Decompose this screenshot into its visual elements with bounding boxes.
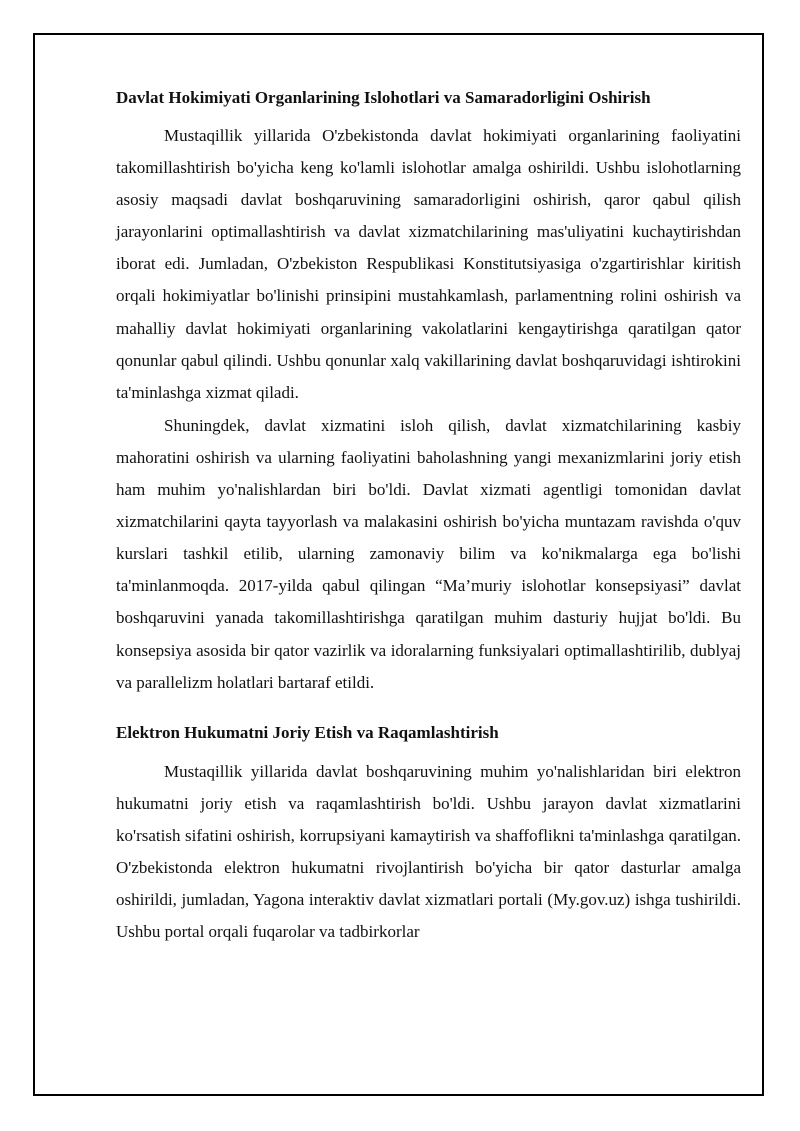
paragraph-e-government-1: Mustaqillik yillarida davlat boshqaruvining muhim yo'nalishlaridan biri elektron hukumatni joriy etish va raqamlashtirish bo'ldi. Ushbu jarayon davlat xizmatlarini ko'rsatish sifatini oshirish, korrupsiyani kamaytirish va shaffoflikni ta'minlashga qaratilgan. O'zbekistonda elektron hukumatni rivojlantirish bo'yicha bir qator dasturlar amalga oshirildi, jumladan, Yagona interaktiv davlat xizmatlari portali (My.gov.uz) ishga tushirildi. Ushbu portal orqali fuqarolar va tadbirkorlar (116, 761, 741, 942)
section-heading-e-government: Elektron Hukumatni Joriy Etish va Raqamlashtirish (116, 722, 499, 742)
paragraph-reforms-1: Mustaqillik yillarida O'zbekistonda davlat hokimiyati organlarining faoliyatini takomillashtirish bo'yicha keng ko'lamli islohotlar amalga oshirildi. Ushbu islohotlarning asosiy maqsadi davlat boshqaruvining samaradorligini oshirish, qaror qabul qilish jarayonlarini optimallashtirish va davlat xizmatchilarining mas'uliyatini kuchaytirishdan iborat edi. Jumladan, O'zbekiston Respublikasi Konstitutsiyasiga o'zgartirishlar kiritish orqali hokimiyatlar bo'linishi prinsipini mustahkamlash, parlamentning rolini oshirish va mahalliy davlat hokimiyati organlarining vakolatlarini kengaytirishga qaratilgan qator qonunlar qabul qilindi. Ushbu qonunlar xalq vakillarining davlat boshqaruvidagi ishtirokini ta'minlashga xizmat qiladi. (116, 126, 741, 402)
document-body (116, 86, 741, 948)
paragraph-reforms-2: Shuningdek, davlat xizmatini isloh qilish, davlat xizmatchilarining kasbiy mahoratini oshirish va ularning faoliyatini baholashning yangi mexanizmlarini joriy etish ham muhim yo'nalishlardan biri bo'ldi. Davlat xizmati agentligi tomonidan davlat xizmatchilarini qayta tayyorlash va malakasini oshirish bo'yicha muntazam ravishda o'quv kurslari tashkil etilib, ularning zamonaviy bilim va ko'nikmalarga ega bo'lishi ta'minlanmoqda. 2017-yilda qabul qilingan “Ma’muriy islohotlar konsepsiyasi” davlat boshqaruvini yanada takomillashtirishga qaratilgan muhim dasturiy hujjat bo'ldi. Bu konsepsiya asosida bir qator vazirlik va idoralarning funksiyalari optimallashtirilib, dublyaj va parallelizm holatlari bartaraf etildi. (116, 415, 741, 692)
section-heading-reforms: Davlat Hokimiyati Organlarining Islohotlari va Samaradorligini Oshirish (116, 88, 651, 107)
